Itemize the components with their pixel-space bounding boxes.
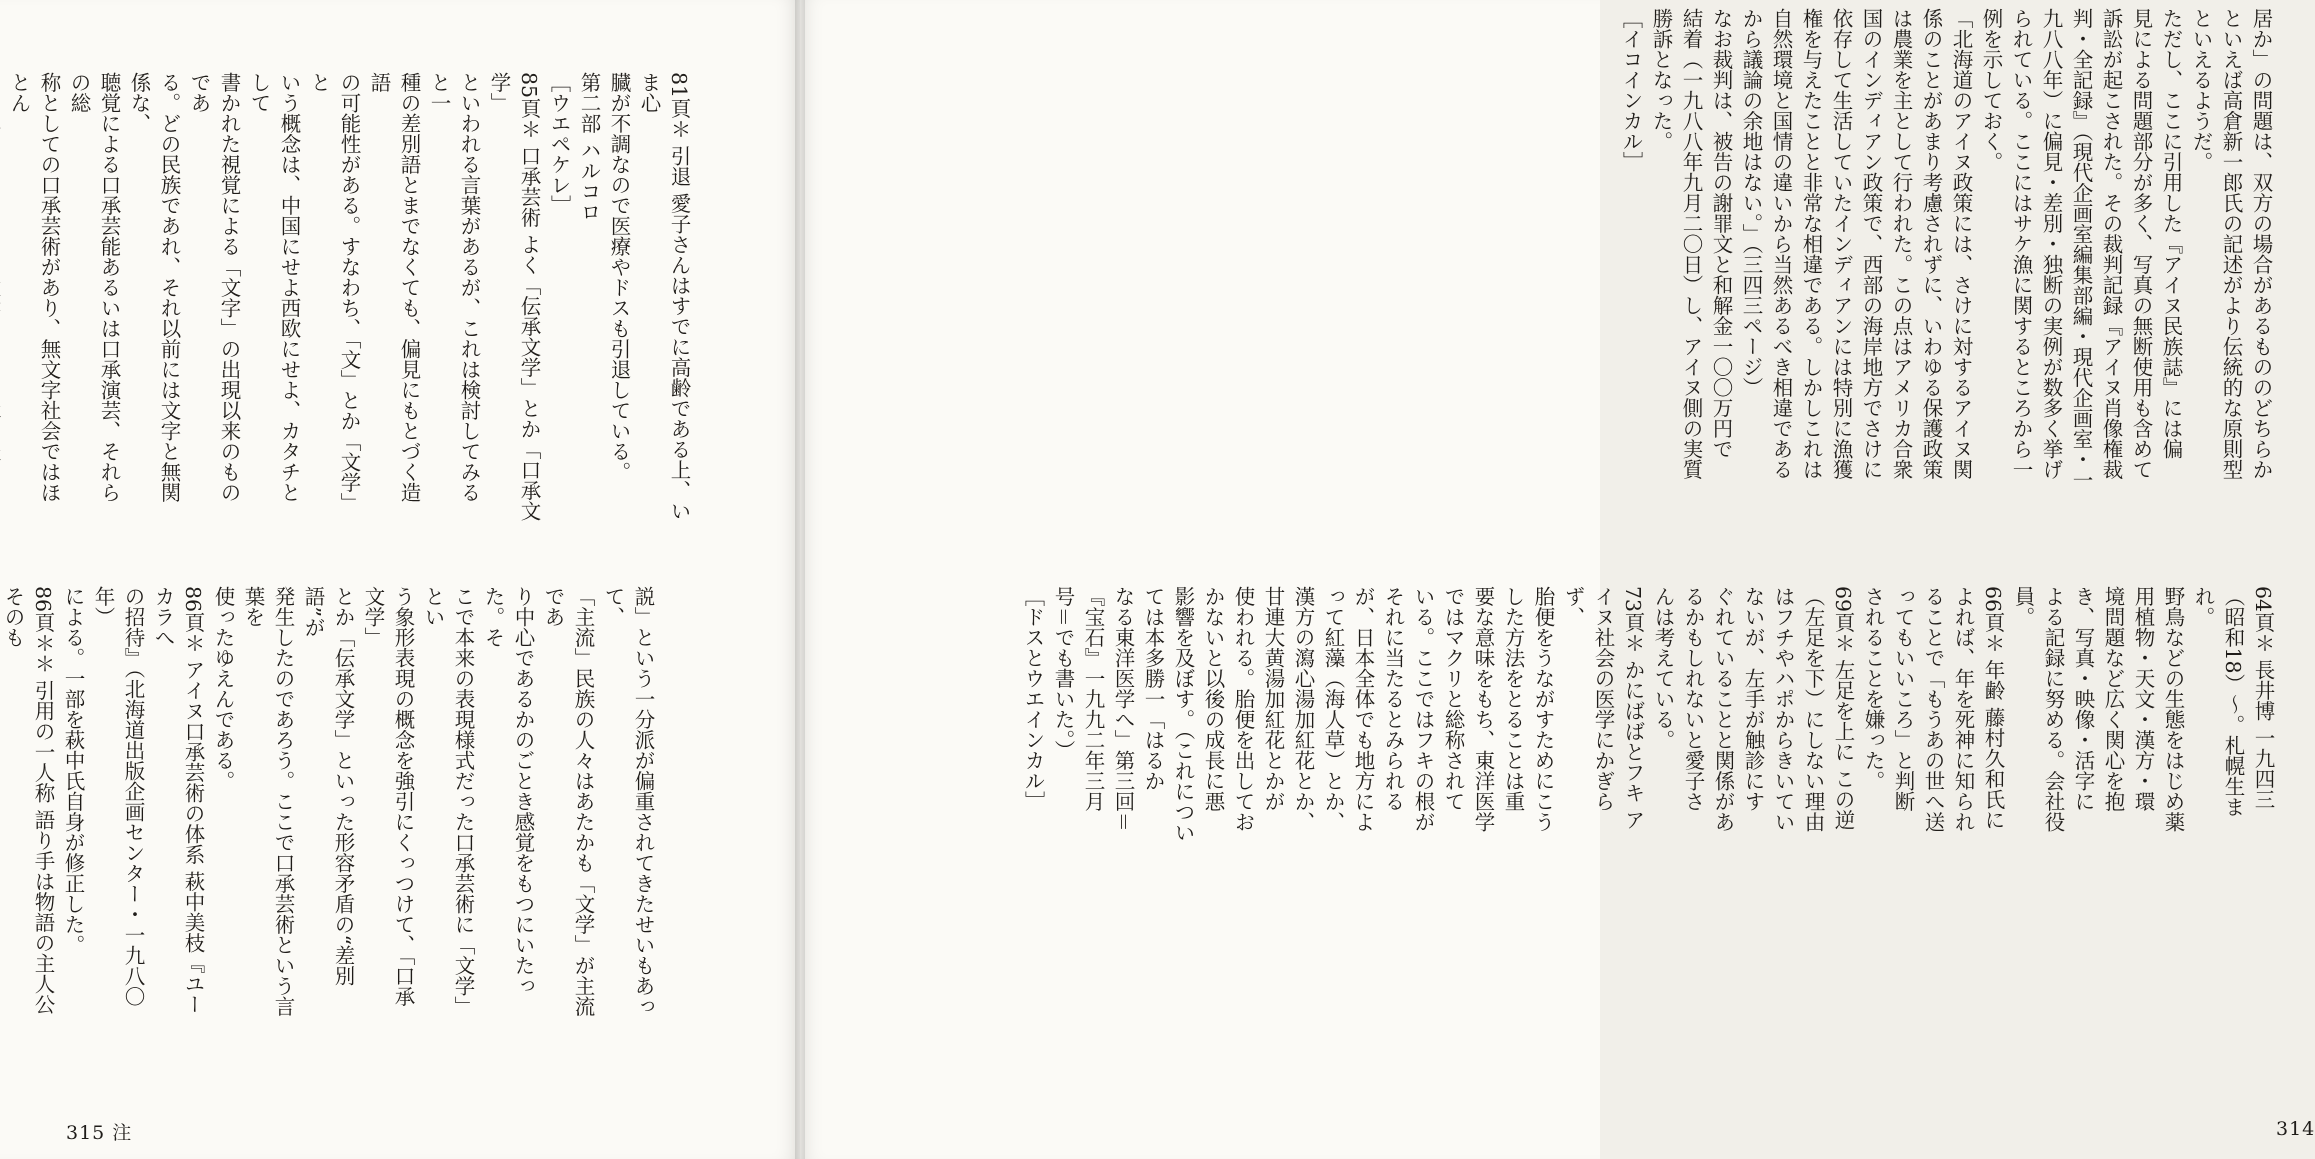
- page-number-right: 314: [2276, 1118, 2315, 1140]
- text-column: の可能性がある。すなわち、「文」とか「文学」と: [307, 72, 361, 513]
- right-page: [800, 0, 2315, 1159]
- right-page-bottom-text: [1021, 586, 2278, 850]
- text-column: られている。ここにはサケ漁に関するところから一: [2009, 8, 2033, 480]
- text-column: 結着（一九八八年九月二〇日）し、アイヌ側の実質: [1679, 8, 1703, 480]
- right-page-top-text: [1619, 8, 2276, 522]
- text-column: 66頁＊ 年齢 藤村久和氏によれば、年を死神に知られ: [1951, 586, 2005, 832]
- text-column: いる。ここではフキの根がそれに当たるとみられる: [1381, 586, 1435, 832]
- text-column: 86頁＊＊ 引用の一人称 語り手は物語の主人公そのも: [1, 586, 55, 1015]
- text-column: 「主流」民族の人々はあたかも「文学」が主流であ: [541, 586, 595, 1017]
- text-column: 85頁＊ 口承芸術 よく「伝承文学」とか「口承文学」: [487, 72, 541, 522]
- text-column: 69頁＊ 左足を上に この逆（左足を下）にしない理由: [1801, 586, 1855, 832]
- text-column: 説」という一分派が偏重されてきたせいもあって、: [601, 586, 655, 1017]
- text-column: 64頁＊ 長井博 一九四三（昭和18）〜。札幌生まれ。: [2191, 586, 2275, 818]
- text-column: よる記録に努める。会社役員。: [2011, 586, 2065, 832]
- left-page-top-text: [7, 72, 694, 522]
- text-column: といわれる言葉があるが、これは検討してみると一: [427, 72, 481, 503]
- text-column: 発生したのであろう。ここで口承芸術という言葉を: [241, 586, 295, 1017]
- text-column: 号＝でも書いた。）: [1051, 586, 1075, 761]
- text-column: 自然環境と国情の違いから当然あるべき相違である: [1769, 8, 1793, 480]
- text-column: から議論の余地はない。」（三四三ページ）: [1739, 8, 1763, 398]
- page-number-left: 315 注: [66, 1122, 133, 1144]
- text-column: 見による問題部分が多く、写真の無断使用も含めて: [2129, 8, 2153, 480]
- text-column: の招待』（北海道出版企画センター・一九八〇年）: [91, 586, 145, 1007]
- text-column: 73頁＊ かにばばとフキ アイヌ社会の医学にかぎらず、: [1561, 586, 1645, 831]
- text-column: 訴訟が起こされた。その裁判記録『アイヌ肖像権裁: [2099, 8, 2123, 480]
- text-column: されることを嫌った。: [1861, 586, 1885, 791]
- left-page-bottom-text: [1, 586, 658, 1026]
- text-column: 第二部 ハルコロ: [577, 72, 601, 223]
- text-column: 称としての口承芸術があり、無文字社会ではほとん: [7, 72, 61, 503]
- text-column: 例を示しておく。: [1979, 8, 2003, 172]
- left-page: [0, 0, 800, 1159]
- text-column: 種の差別語とまでなくても、偏見にもとづく造語: [367, 72, 421, 503]
- text-column: なお裁判は、被告の謝罪文と和解金一〇〇万円で: [1709, 8, 1733, 459]
- text-column: といえるようだ。: [2189, 8, 2213, 172]
- text-column: による。一部を萩中氏自身が修正した。: [61, 586, 85, 955]
- text-column: 権を与えたことと非常な相違である。しかしこれは: [1799, 8, 1823, 480]
- text-column: 「北海道のアイヌ政策には、さけに対するアイヌ関: [1949, 8, 1973, 480]
- text-column: 臓が不調なので医療やドスも引退している。: [607, 72, 631, 482]
- text-column: 国のインディアン政策で、西部の海岸地方でさけに: [1859, 8, 1883, 480]
- text-column: は農業を主として行われた。この点はアメリカ合衆: [1889, 8, 1913, 480]
- text-column: 九八八年）に偏見・差別・独断の実例が数多く挙げ: [2039, 8, 2063, 480]
- text-column: ることで「もうあの世へ送ってもいいころ」と判断: [1891, 586, 1945, 832]
- text-column: 野鳥などの生態をはじめ薬用植物・天文・漢方・環: [2131, 586, 2185, 832]
- text-column: 係のことがあまり考慮されずに、いわゆる保護政策: [1919, 8, 1943, 480]
- text-column: 判・全記録』（現代企画室編集部編・現代企画室・一: [2069, 8, 2093, 490]
- text-column: 要な意味をもち、東洋医学ではマクリと総称されて: [1441, 586, 1495, 832]
- text-column: 86頁＊ アイヌ口承芸術の体系 萩中美枝『ユーカラへ: [151, 586, 205, 1015]
- text-column: 使われる。胎便を出しておかないと以後の成長に悪: [1201, 586, 1255, 832]
- text-column: ［イコインカル］: [1619, 8, 1643, 172]
- text-column: 居か」の問題は、双方の場合があるもののどちらか: [2249, 8, 2273, 480]
- text-column: る。どの民族であれ、それ以前には文字と無関係な、: [127, 72, 181, 503]
- text-column: 聴覚による口承芸能あるいは口承演芸、それらの総: [67, 72, 121, 503]
- text-column: んは考えている。: [1651, 586, 1675, 750]
- text-column: ただし、ここに引用した『アイヌ民族誌』には偏: [2159, 8, 2183, 459]
- text-column: こで本来の表現様式だった口承芸術に「文学」とい: [421, 586, 475, 1017]
- text-column: [0, 72, 4, 522]
- text-column: 影響を及ぼす。（これについては本多勝一「はるか: [1141, 586, 1195, 843]
- text-column: 胎便をうながすためにこうした方法をとることは重: [1501, 586, 1555, 832]
- text-column: 使ったゆえんである。: [211, 586, 235, 791]
- text-column: 勝訴となった。: [1649, 8, 1673, 152]
- text-column: 書かれた視覚による「文字」の出現以来のものであ: [187, 72, 241, 503]
- text-column: 81頁＊ 引退 愛子さんはすでに高齢である上、いま心: [637, 72, 691, 522]
- text-column: といえば高倉新一郎氏の記述がより伝統的な原則型: [2219, 8, 2243, 480]
- text-column: 依存して生活していたインディアンには特別に漁獲: [1829, 8, 1853, 480]
- text-column: ［ウエペケレ］: [547, 72, 571, 216]
- text-column: う象形表現の概念を強引にくっつけて、「口承文学」: [361, 586, 415, 1007]
- book-gutter: [795, 0, 805, 1159]
- text-column: ［ドスとウエインカル］: [1021, 586, 1045, 812]
- text-column: なる東洋医学へ」第三回＝『宝石』一九九二年三月: [1081, 586, 1135, 832]
- text-column: 漢方の瀉心湯加紅花とか、甘連大黄湯加紅花とかが: [1261, 586, 1315, 832]
- text-column: が、日本全体でも地方によって紅藻（海人草）とか、: [1321, 586, 1375, 832]
- text-column: はフチやハポからきいていないが、左手が触診にす: [1741, 586, 1795, 832]
- text-column: ぐれていることと関係があるかもしれないと愛子さ: [1681, 586, 1735, 832]
- text-column: り中心であるかのごとき感覚をもつにいたった。そ: [481, 586, 535, 996]
- text-column: 境問題など広く関心を抱き、写真・映像・活字に: [2071, 586, 2125, 812]
- text-column: いう概念は、中国にせよ西欧にせよ、カタチとして: [247, 72, 301, 503]
- text-column: とか「伝承文学」といった形容矛盾の“差別語”が: [301, 586, 355, 986]
